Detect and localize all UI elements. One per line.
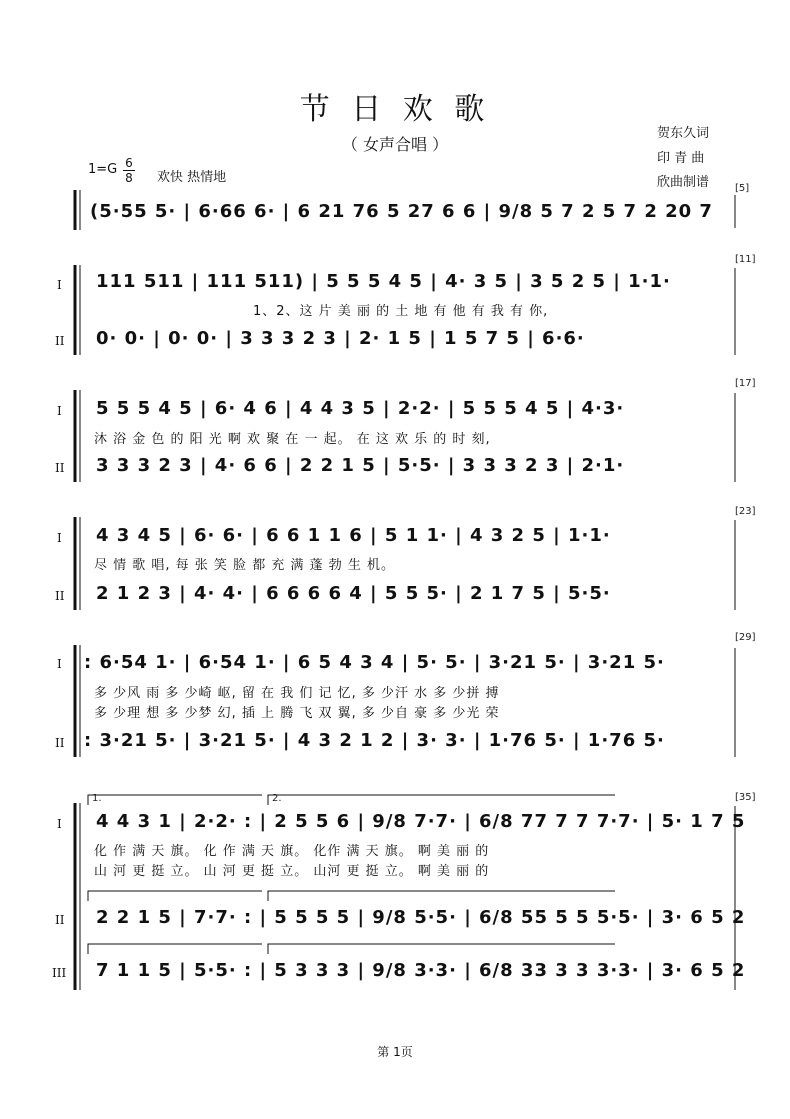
- lyrics-line: 1、2、这 片 美 丽 的 土 地 有 他 有 我 有 你,: [253, 304, 549, 319]
- notation-line: 3 3 3 2 3 | 4· 6 6 | 2 2 1 5 | 5·5· | 3 3 3 2 3 | 2·1·: [96, 455, 625, 476]
- time-signature-top: 6: [125, 156, 133, 170]
- engraver-credit: 欣曲制谱: [657, 175, 710, 190]
- lyrics-line: 沐 浴 金 色 的 阳 光 啊 欢 聚 在 一 起。 在 这 欢 乐 的 时 刻,: [94, 432, 491, 447]
- part-label: I: [57, 657, 62, 671]
- measure-number: [29]: [735, 632, 756, 643]
- lyrics-line: 山 河 更 挺 立。 山 河 更 挺 立。 山河 更 挺 立。 啊 美 丽 的: [94, 864, 490, 879]
- measure-number: [17]: [735, 378, 756, 389]
- notation-line: 0· 0· | 0· 0· | 3 3 3 2 3 | 2· 1 5 | 1 5 7 5 | 6·6·: [96, 328, 585, 349]
- composer-credit: 印 青 曲: [657, 151, 705, 166]
- part-label: II: [55, 334, 65, 348]
- part-label: III: [52, 966, 67, 980]
- notation-line: : 3·21 5· | 3·21 5· | 4 3 2 1 2 | 3· 3· | 1·76 5· | 1·76 5·: [84, 730, 665, 751]
- part-label: II: [55, 736, 65, 750]
- lyrics-line: 多 少理 想 多 少梦 幻, 插 上 腾 飞 双 翼, 多 少自 豪 多 少光 荣: [94, 706, 500, 721]
- notation-line: 2 1 2 3 | 4· 4· | 6 6 6 6 4 | 5 5 5· | 2 1 7 5 | 5·5·: [96, 583, 611, 604]
- part-label: II: [55, 913, 65, 927]
- notation-line: 4 3 4 5 | 6· 6· | 6 6 1 1 6 | 5 1 1· | 4 3 2 5 | 1·1·: [96, 525, 611, 546]
- key-signature: 1=G: [88, 162, 118, 177]
- notation-line: (5·55 5· | 6·66 6· | 6 21 76 5 27 6 6 | 9/8 5 7 2 5 7 2 20 7: [90, 201, 713, 222]
- notation-line: 111 511 | 111 511) | 5 5 5 4 5 | 4· 3 5 | 3 5 2 5 | 1·1·: [96, 271, 671, 292]
- part-label: I: [57, 817, 62, 831]
- time-signature-bottom: 8: [125, 171, 133, 185]
- lyrics-line: 尽 情 歌 唱, 每 张 笑 脸 都 充 满 蓬 勃 生 机。: [94, 558, 395, 573]
- song-subtitle: （ 女声合唱 ）: [341, 135, 449, 154]
- page-footer: 第 1页: [377, 1045, 413, 1059]
- part-label: II: [55, 589, 65, 603]
- lyricist-credit: 贺东久词: [657, 126, 710, 141]
- measure-number: [11]: [735, 254, 756, 265]
- measure-number: [23]: [735, 506, 756, 517]
- volta-label: 2.: [272, 793, 282, 804]
- notation-line: 7 1 1 5 | 5·5· : | 5 3 3 3 | 9/8 3·3· | 6/8 33 3 3 3·3· | 3· 6 5 2: [96, 960, 746, 981]
- notation-line: 5 5 5 4 5 | 6· 4 6 | 4 4 3 5 | 2·2· | 5 5 5 4 5 | 4·3·: [96, 398, 625, 419]
- song-title: 节 日 欢 歌: [299, 92, 491, 127]
- part-label: I: [57, 404, 62, 418]
- tempo-marking: 欢快 热情地: [157, 170, 227, 185]
- notation-line: 4 4 3 1 | 2·2· : | 2 5 5 6 | 9/8 7·7· | 6/8 77 7 7 7·7· | 5· 1 7 5: [96, 811, 746, 832]
- measure-number: [5]: [735, 183, 750, 194]
- lyrics-line: 化 作 满 天 旗。 化 作 满 天 旗。 化作 满 天 旗。 啊 美 丽 的: [94, 844, 490, 859]
- measure-number: [35]: [735, 792, 756, 803]
- part-label: I: [57, 531, 62, 545]
- notation-line: : 6·54 1· | 6·54 1· | 6 5 4 3 4 | 5· 5· | 3·21 5· | 3·21 5·: [84, 652, 665, 673]
- part-label: I: [57, 278, 62, 292]
- volta-label: 1.: [92, 793, 102, 804]
- part-label: II: [55, 461, 65, 475]
- lyrics-line: 多 少风 雨 多 少崎 岖, 留 在 我 们 记 忆, 多 少汗 水 多 少拼 搏: [94, 686, 500, 701]
- notation-line: 2 2 1 5 | 7·7· : | 5 5 5 5 | 9/8 5·5· | 6/8 55 5 5 5·5· | 3· 6 5 2: [96, 907, 746, 928]
